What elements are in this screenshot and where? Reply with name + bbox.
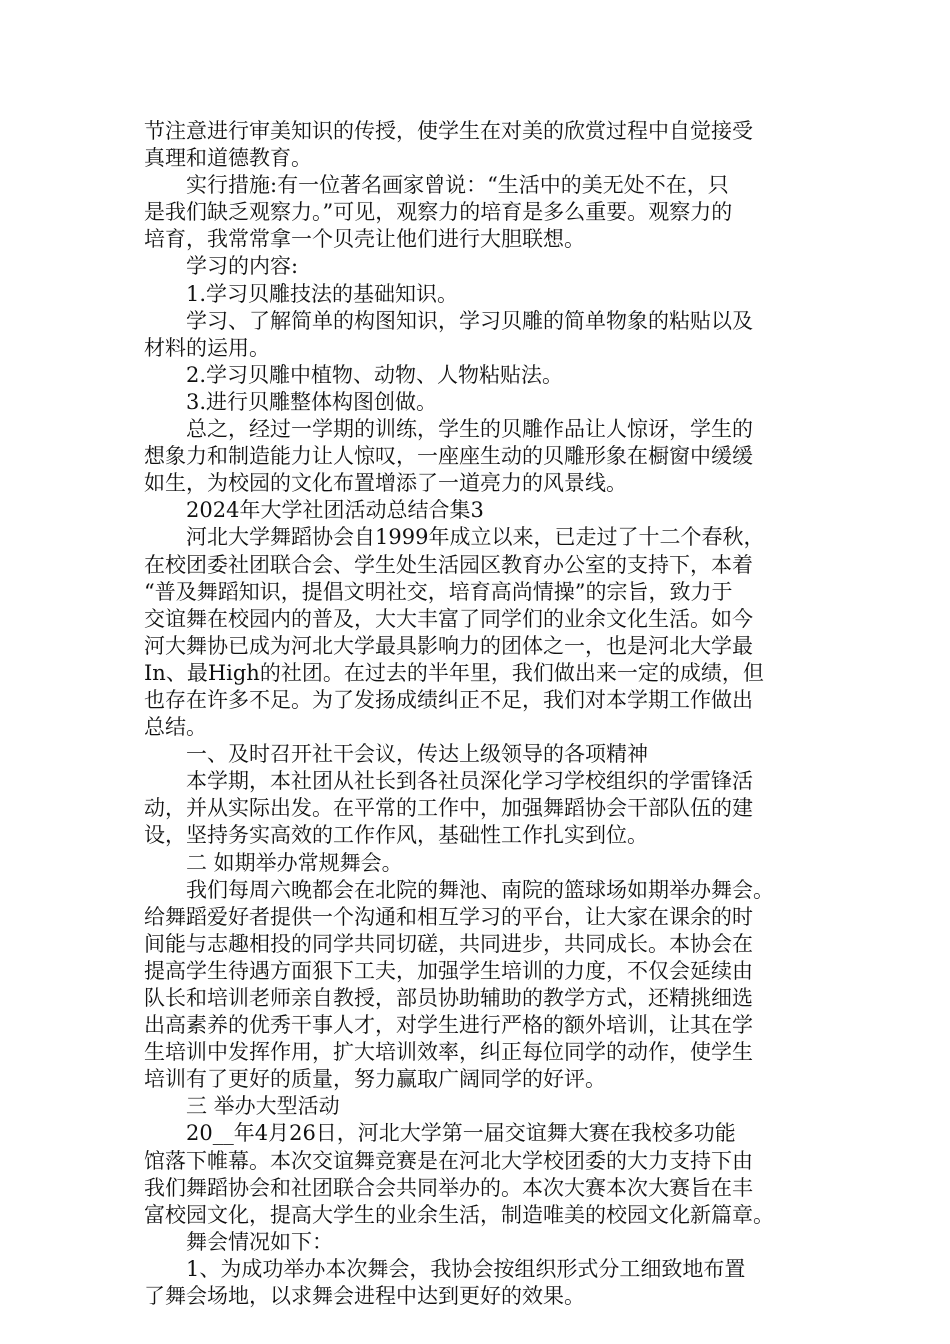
text-line: 节注意进行审美知识的传授，使学生在对美的欣赏过程中自觉接受 xyxy=(144,119,753,143)
text-line: 给舞蹈爱好者提供一个沟通和相互学习的平台，让大家在课余的时 xyxy=(144,904,753,929)
text-line: 1.学习贝雕技法的基础知识。 xyxy=(144,281,459,306)
document-body xyxy=(144,118,824,1310)
text-line: 我们每周六晚都会在北院的舞池、南院的篮球场如期举办舞会。 xyxy=(144,877,774,902)
text-line: 也存在许多不足。为了发扬成绩纠正不足，我们对本学期工作做出 xyxy=(144,687,753,712)
text-line: 生培训中发挥作用，扩大培训效率，纠正每位同学的动作，使学生 xyxy=(144,1040,753,1065)
text-line: 河大舞协已成为河北大学最具影响力的团体之一，也是河北大学最 xyxy=(144,633,753,658)
text-line: 实行措施:有一位著名画家曾说：“生活中的美无处不在，只 xyxy=(144,173,729,198)
text-line: 总之，经过一学期的训练，学生的贝雕作品让人惊讶，学生的 xyxy=(144,417,753,442)
text-line: 出高素养的优秀干事人才，对学生进行严格的额外培训，让其在学 xyxy=(144,1013,753,1038)
text-line: 河北大学舞蹈协会自1999年成立以来，已走过了十二个春秋， xyxy=(144,525,765,550)
text-line: In、最High的社团。在过去的半年里，我们做出来一定的成绩，但 xyxy=(144,660,764,685)
text-line: 舞会情况如下： xyxy=(144,1229,333,1254)
text-line: 20__年4月26日，河北大学第一届交谊舞大赛在我校多功能 xyxy=(144,1121,736,1146)
text-line: 馆落下帷幕。本次交谊舞竞赛是在河北大学校团委的大力支持下由 xyxy=(144,1148,753,1173)
text-line: 2.学习贝雕中植物、动物、人物粘贴法。 xyxy=(144,362,564,387)
text-line: 培育，我常常拿一个贝壳让他们进行大胆联想。 xyxy=(144,227,585,252)
text-line: 提高学生待遇方面狠下工夫，加强学生培训的力度，不仅会延续由 xyxy=(144,958,753,983)
text-line: 1、为成功举办本次舞会，我协会按组织形式分工细致地布置 xyxy=(144,1256,746,1281)
section-heading: 三 举办大型活动 xyxy=(144,1094,340,1119)
text-line: 本学期，本社团从社长到各社员深化学习学校组织的学雷锋活 xyxy=(144,769,753,794)
text-line: “普及舞蹈知识，提倡文明社交，培育高尚情操”的宗旨，致力于 xyxy=(144,579,733,604)
text-line: 总结。 xyxy=(144,715,207,740)
text-line: 富校园文化，提高大学生的业余生活，制造唯美的校园文化新篇章。 xyxy=(144,1202,774,1227)
text-line: 学习、了解简单的构图知识，学习贝雕的简单物象的粘贴以及 xyxy=(144,308,753,333)
text-line: 是我们缺乏观察力。”可见，观察力的培育是多么重要。观察力的 xyxy=(144,200,733,225)
text-line: 交谊舞在校园内的普及，大大丰富了同学们的业余文化生活。如今 xyxy=(144,606,753,631)
text-line: 队长和培训老师亲自教授，部员协助辅助的教学方式，还精挑细选 xyxy=(144,986,753,1010)
text-line: 在校团委社团联合会、学生处生活园区教育办公室的支持下，本着 xyxy=(144,552,753,577)
text-line: 学习的内容: xyxy=(144,254,299,279)
text-line: 设，坚持务实高效的工作作风，基础性工作扎实到位。 xyxy=(144,823,648,848)
text-line: 我们舞蹈协会和社团联合会共同举办的。本次大赛本次大赛旨在丰 xyxy=(144,1175,753,1200)
text-line: 了舞会场地，以求舞会进程中达到更好的效果。 xyxy=(144,1284,585,1309)
text-line: 想象力和制造能力让人惊叹，一座座生动的贝雕形象在橱窗中缓缓 xyxy=(144,444,753,469)
text-line: 动，并从实际出发。在平常的工作中，加强舞蹈协会干部队伍的建 xyxy=(144,796,753,821)
section-heading: 2024年大学社团活动总结合集3 xyxy=(144,498,484,523)
section-heading: 一、及时召开社干会议，传达上级领导的各项精神 xyxy=(144,742,648,767)
text-line: 如生，为校园的文化布置增添了一道亮力的风景线。 xyxy=(144,471,627,496)
section-heading: 二 如期举办常规舞会。 xyxy=(144,850,403,875)
text-line: 培训有了更好的质量，努力赢取广阔同学的好评。 xyxy=(144,1067,606,1092)
text-line: 材料的运用。 xyxy=(144,335,270,360)
text-line: 3.进行贝雕整体构图创做。 xyxy=(144,389,438,414)
text-line: 间能与志趣相投的同学共同切磋，共同进步，共同成长。本协会在 xyxy=(144,931,753,956)
text-line: 真理和道德教育。 xyxy=(144,146,312,171)
